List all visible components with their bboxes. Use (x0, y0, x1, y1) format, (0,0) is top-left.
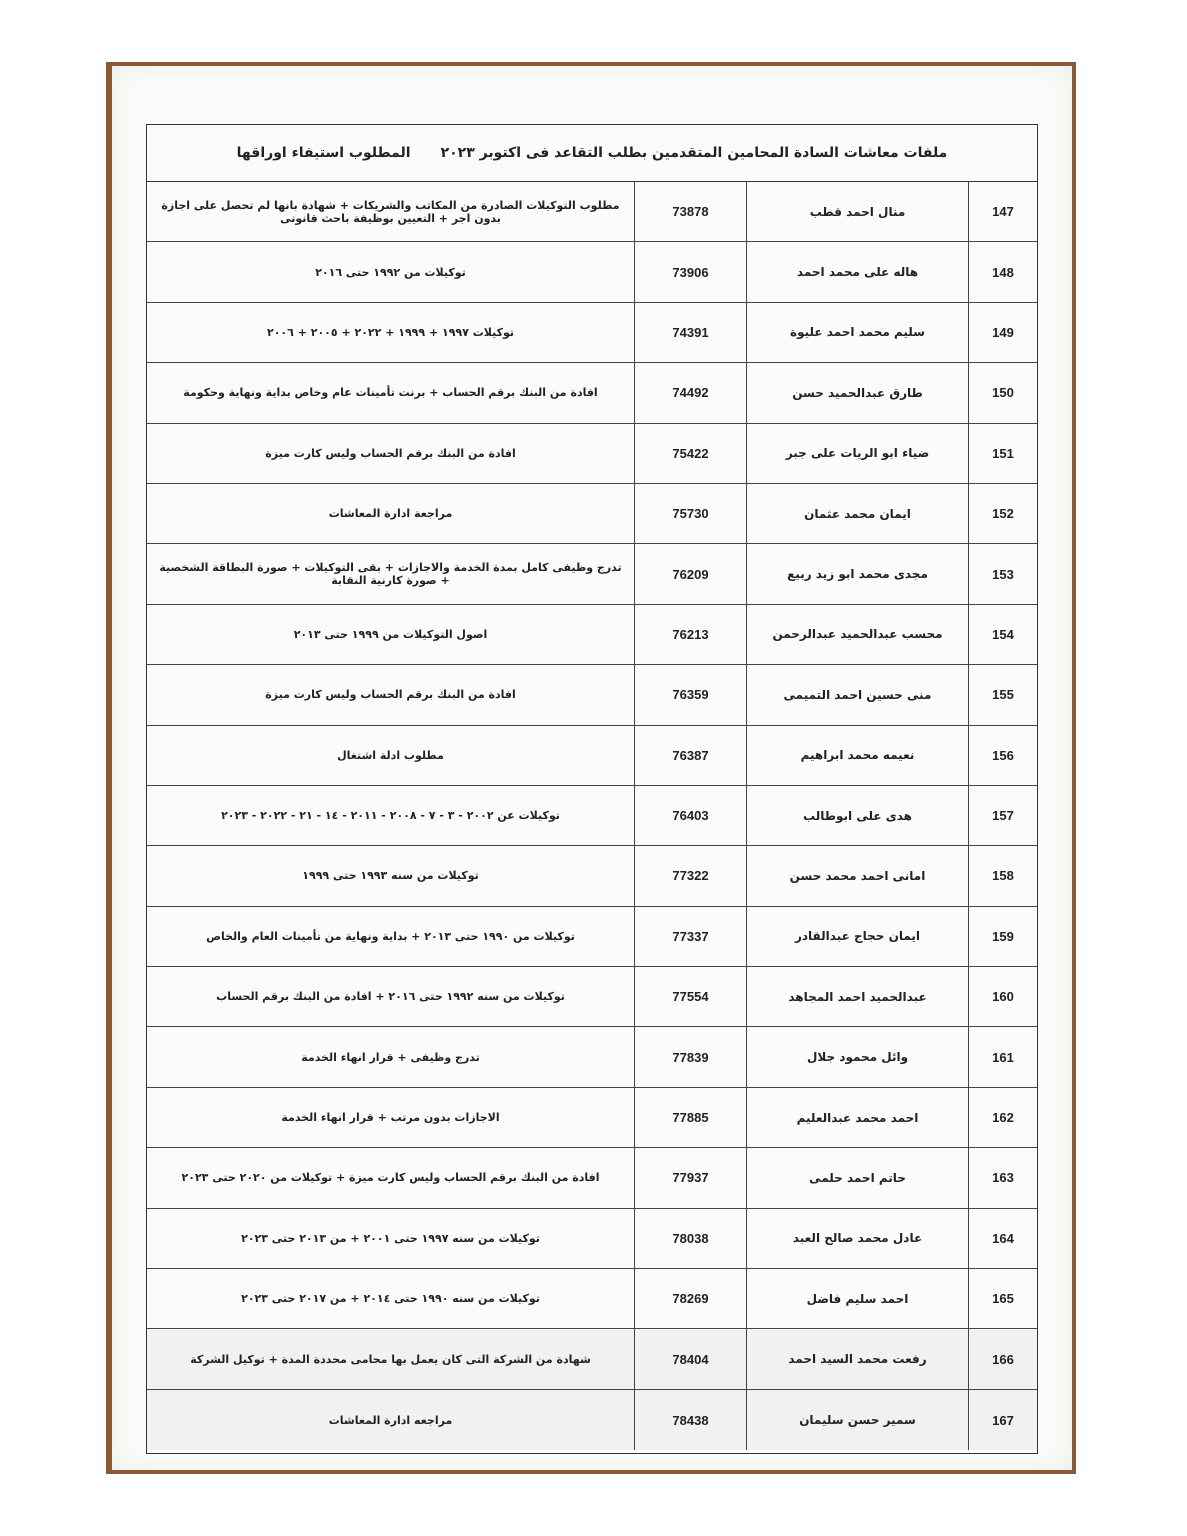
table-row (147, 726, 1037, 786)
table-row (147, 967, 1037, 1027)
required-documents-cell: افادة من البنك برقم الحساب وليس كارت ميزة + توكيلات من ٢٠٢٠ حتى ٢٠٢٣ (147, 1148, 635, 1207)
lawyer-name-cell: محسب عبدالحميد عبدالرحمن (747, 605, 969, 664)
table-row (147, 605, 1037, 665)
file-number-cell: 76387 (635, 726, 747, 785)
table-title-row (147, 125, 1037, 182)
table-row (147, 242, 1037, 302)
lawyer-name-cell: منال احمد قطب (747, 182, 969, 241)
file-number-cell: 77885 (635, 1088, 747, 1147)
required-documents-cell: اصول التوكيلات من ١٩٩٩ حتى ٢٠١٣ (147, 605, 635, 664)
lawyer-name-cell: طارق عبدالحميد حسن (747, 363, 969, 422)
lawyer-name-cell: احمد سليم فاضل (747, 1269, 969, 1328)
table-row (147, 303, 1037, 363)
lawyer-name-cell: سمير حسن سليمان (747, 1390, 969, 1450)
file-number-cell: 76359 (635, 665, 747, 724)
required-documents-cell: مراجعه ادارة المعاشات (147, 1390, 635, 1450)
lawyer-name-cell: مجدى محمد ابو زيد ربيع (747, 544, 969, 603)
required-documents-cell: افادة من البنك برقم الحساب + برنت تأمينات عام وخاص بداية ونهاية وحكومة (147, 363, 635, 422)
table-title: ملفات معاشات السادة المحامين المتقدمين بطلب التقاعد فى اكتوبر ٢٠٢٣ (440, 145, 948, 161)
file-number-cell: 78438 (635, 1390, 747, 1450)
file-number-cell: 77337 (635, 907, 747, 966)
lawyer-name-cell: هاله على محمد احمد (747, 242, 969, 301)
lawyer-name-cell: نعيمه محمد ابراهيم (747, 726, 969, 785)
file-number-cell: 74492 (635, 363, 747, 422)
table-row (147, 182, 1037, 242)
table-subtitle: المطلوب استيفاء اوراقها (236, 145, 411, 161)
required-documents-cell: توكيلات من ١٩٩٢ حتى ٢٠١٦ (147, 242, 635, 301)
table-row (147, 1027, 1037, 1087)
required-documents-cell: مطلوب التوكيلات الصادرة من المكاتب والشريكات + شهادة بانها لم تحصل على اجازة بدون اجر + التعيين بوظيفة باحث قانونى (147, 182, 635, 241)
serial-number-cell: 164 (992, 1230, 1014, 1246)
file-number-cell: 76209 (635, 544, 747, 603)
file-number-cell: 77322 (635, 846, 747, 905)
table-row (147, 424, 1037, 484)
serial-number-cell: 155 (992, 687, 1014, 703)
serial-number-cell: 149 (992, 324, 1014, 340)
required-documents-cell: توكيلات من ١٩٩٠ حتى ٢٠١٣ + بداية ونهاية من تأمينات العام والخاص (147, 907, 635, 966)
lawyer-name-cell: سليم محمد احمد عليوة (747, 303, 969, 362)
required-documents-cell: مراجعة ادارة المعاشات (147, 484, 635, 543)
lawyer-name-cell: احمد محمد عبدالعليم (747, 1088, 969, 1147)
serial-number-cell: 150 (992, 385, 1014, 401)
serial-number-cell: 152 (992, 506, 1014, 522)
serial-number-cell: 166 (992, 1351, 1014, 1367)
table-row (147, 846, 1037, 906)
serial-number-cell: 160 (992, 989, 1014, 1005)
file-number-cell: 77839 (635, 1027, 747, 1086)
lawyer-name-cell: امانى احمد محمد حسن (747, 846, 969, 905)
file-number-cell: 73878 (635, 182, 747, 241)
table-row (147, 907, 1037, 967)
required-documents-cell: شهادة من الشركة التى كان يعمل بها محامى محددة المدة + توكيل الشركة (147, 1329, 635, 1388)
serial-number-cell: 148 (992, 264, 1014, 280)
serial-number-cell: 154 (992, 626, 1014, 642)
file-number-cell: 78404 (635, 1329, 747, 1388)
table-row (147, 363, 1037, 423)
file-number-cell: 77937 (635, 1148, 747, 1207)
serial-number-cell: 147 (992, 204, 1014, 220)
lawyer-name-cell: ايمان محمد عثمان (747, 484, 969, 543)
lawyer-name-cell: منى حسين احمد التميمى (747, 665, 969, 724)
serial-number-cell: 156 (992, 747, 1014, 763)
file-number-cell: 73906 (635, 242, 747, 301)
required-documents-cell: تدرج وظيفى + قرار انهاء الخدمة (147, 1027, 635, 1086)
required-documents-cell: توكيلات من سنه ١٩٩٣ حتى ١٩٩٩ (147, 846, 635, 905)
lawyer-name-cell: رفعت محمد السيد احمد (747, 1329, 969, 1388)
file-number-cell: 78038 (635, 1209, 747, 1268)
file-number-cell: 75422 (635, 424, 747, 483)
required-documents-cell: افادة من البنك برقم الحساب وليس كارت ميزة (147, 665, 635, 724)
lawyer-name-cell: وائل محمود جلال (747, 1027, 969, 1086)
file-number-cell: 74391 (635, 303, 747, 362)
required-documents-cell: تدرج وظيفى كامل بمدة الخدمة والاجازات + بقى التوكيلات + صورة البطاقة الشخصية + صورة كارنية النقابة (147, 544, 635, 603)
serial-number-cell: 167 (992, 1412, 1014, 1428)
serial-number-cell: 161 (992, 1049, 1014, 1065)
table-row (147, 665, 1037, 725)
table-row (147, 1148, 1037, 1208)
required-documents-cell: توكيلات من سنه ١٩٩٧ حتى ٢٠٠١ + من ٢٠١٣ حتى ٢٠٢٣ (147, 1209, 635, 1268)
lawyer-name-cell: ايمان حجاج عبدالقادر (747, 907, 969, 966)
lawyer-name-cell: ضياء ابو الريات على جبر (747, 424, 969, 483)
required-documents-cell: مطلوب ادلة اشتغال (147, 726, 635, 785)
required-documents-cell: توكيلات من سنه ١٩٩٠ حتى ٢٠١٤ + من ٢٠١٧ حتى ٢٠٢٣ (147, 1269, 635, 1328)
lawyer-name-cell: عبدالحميد احمد المجاهد (747, 967, 969, 1026)
serial-number-cell: 157 (992, 808, 1014, 824)
file-number-cell: 78269 (635, 1269, 747, 1328)
table-row (147, 1209, 1037, 1269)
table-row (147, 1088, 1037, 1148)
serial-number-cell: 151 (992, 445, 1014, 461)
lawyer-name-cell: عادل محمد صالح العبد (747, 1209, 969, 1268)
required-documents-cell: توكيلات من سنه ١٩٩٢ حتى ٢٠١٦ + افادة من البنك برقم الحساب (147, 967, 635, 1026)
required-documents-cell: الاجازات بدون مرتب + قرار انهاء الخدمة (147, 1088, 635, 1147)
serial-number-cell: 163 (992, 1170, 1014, 1186)
serial-number-cell: 153 (992, 566, 1014, 582)
file-number-cell: 75730 (635, 484, 747, 543)
serial-number-cell: 159 (992, 928, 1014, 944)
serial-number-cell: 165 (992, 1291, 1014, 1307)
required-documents-cell: توكيلات عن ٢٠٠٢ - ٣ - ٧ - ٢٠٠٨ - ٢٠١١ - ١٤ - ٢١ - ٢٠٢٢ - ٢٠٢٣ (147, 786, 635, 845)
table-row (147, 544, 1037, 604)
serial-number-cell: 158 (992, 868, 1014, 884)
required-documents-cell: افادة من البنك برقم الحساب وليس كارت ميزة (147, 424, 635, 483)
table-row (147, 786, 1037, 846)
lawyer-name-cell: هدى على ابوطالب (747, 786, 969, 845)
serial-number-cell: 162 (992, 1110, 1014, 1126)
pension-files-table (146, 124, 1038, 1454)
table-row (147, 1269, 1037, 1329)
file-number-cell: 76403 (635, 786, 747, 845)
table-body (147, 182, 1037, 1450)
lawyer-name-cell: حاتم احمد حلمى (747, 1148, 969, 1207)
table-row (147, 1329, 1037, 1389)
required-documents-cell: توكيلات ١٩٩٧ + ١٩٩٩ + ٢٠٢٢ + ٢٠٠٥ + ٢٠٠٦ (147, 303, 635, 362)
table-row (147, 1390, 1037, 1450)
table-row (147, 484, 1037, 544)
file-number-cell: 76213 (635, 605, 747, 664)
file-number-cell: 77554 (635, 967, 747, 1026)
